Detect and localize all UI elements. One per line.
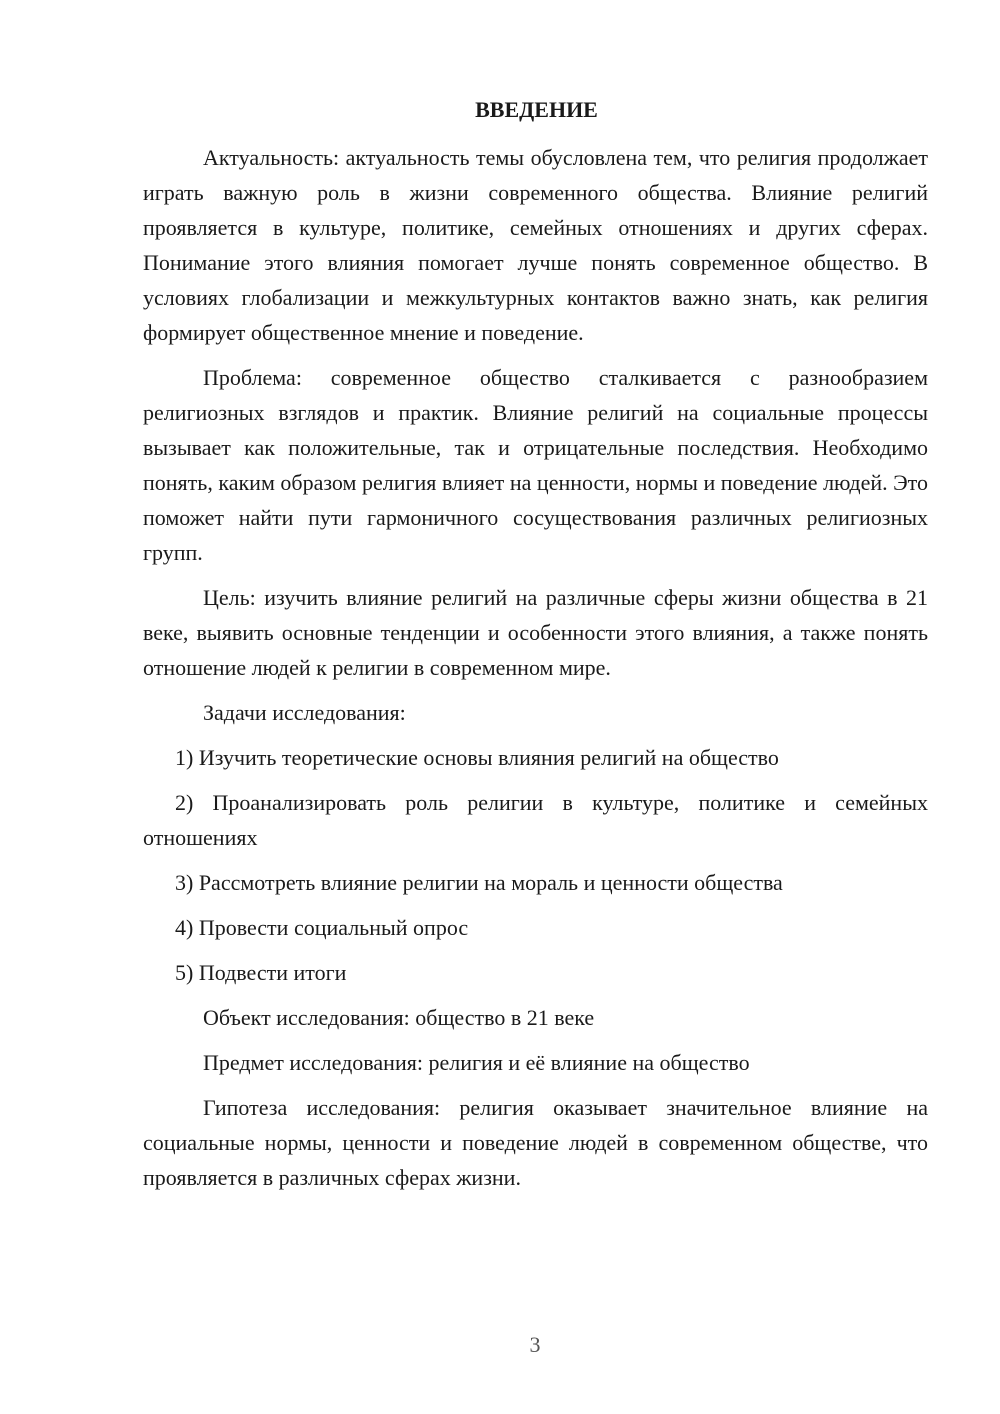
- relevance-paragraph: Актуальность: актуальность темы обусловлена тем, что религия продолжает играть важную роль в жизни современного общества. Влияние религий проявляется в культуре, политике, семейных отношениях и других сферах. Понимание этого влияния помогает лучше понять современное общество. В условиях глобализации и межкультурных контактов важно знать, как религия формирует общественное мнение и поведение.: [143, 145, 928, 345]
- page-number: 3: [529, 1332, 541, 1357]
- task-item-3: 3) Рассмотреть влияние религии на мораль и ценности общества: [175, 870, 783, 895]
- goal-paragraph: Цель: изучить влияние религий на различные сферы жизни общества в 21 веке, выявить основные тенденции и особенности этого влияния, а также понять отношение людей к религии в современном мире.: [143, 585, 928, 680]
- task-item-1: 1) Изучить теоретические основы влияния религий на общество: [175, 745, 779, 770]
- page-title: ВВЕДЕНИЕ: [475, 97, 598, 122]
- research-subject: Предмет исследования: религия и её влияние на общество: [203, 1050, 750, 1075]
- research-hypothesis: Гипотеза исследования: религия оказывает значительное влияние на социальные нормы, ценности и поведение людей в современном обществе, что проявляется в различных сферах жизни.: [143, 1095, 928, 1190]
- document-page: [143, 95, 928, 1205]
- task-item-4: 4) Провести социальный опрос: [175, 915, 469, 940]
- research-object: Объект исследования: общество в 21 веке: [203, 1005, 595, 1030]
- task-item-5: 5) Подвести итоги: [175, 960, 347, 985]
- problem-paragraph: Проблема: современное общество сталкивается с разнообразием религиозных взглядов и практик. Влияние религий на социальные процессы вызывает как положительные, так и отрицательные последствия. Необходимо понять, каким образом религия влияет на ценности, нормы и поведение людей. Это поможет найти пути гармоничного сосуществования различных религиозных групп.: [143, 365, 928, 565]
- tasks-heading: Задачи исследования:: [203, 700, 406, 725]
- task-item-2: 2) Проанализировать роль религии в культуре, политике и семейных отношениях: [143, 790, 928, 850]
